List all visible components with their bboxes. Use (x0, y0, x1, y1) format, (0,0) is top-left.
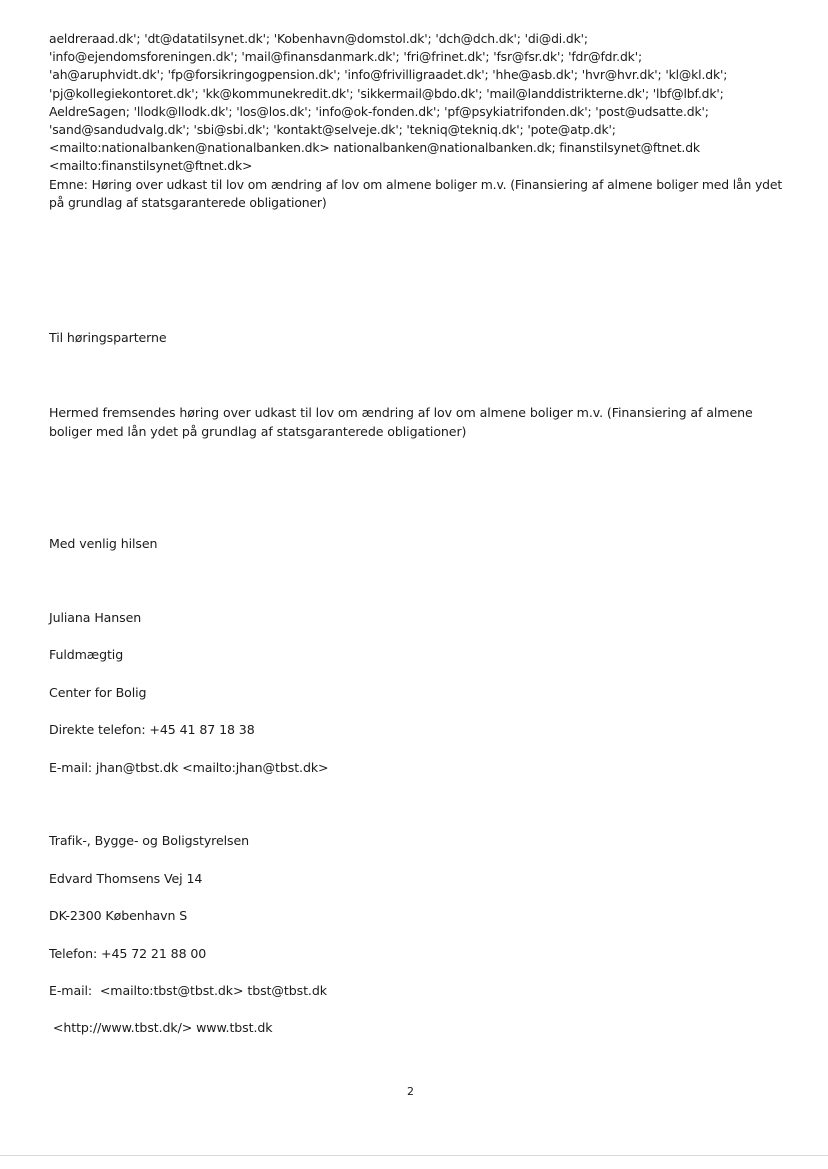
signature-name: Juliana Hansen (49, 610, 142, 625)
signature-title: Fuldmægtig (49, 647, 124, 662)
closing: Med venlig hilsen (49, 536, 158, 551)
recipient-line-6: 'sand@sandudvalg.dk'; 'sbi@sbi.dk'; 'kontakt@selveje.dk'; 'tekniq@tekniq.dk'; 'pote@atp.dk'; (49, 122, 616, 138)
organization-phone: Telefon: +45 72 21 88 00 (49, 946, 207, 961)
recipient-line-5: AeldreSagen; 'llodk@llodk.dk'; 'los@los.dk'; 'info@ok-fonden.dk'; 'pf@psykiatrifonden.dk'; 'post@udsatte.dk'; (49, 103, 709, 119)
salutation: Til høringsparterne (49, 330, 167, 345)
signature-email: E-mail: jhan@tbst.dk <mailto:jhan@tbst.dk> (49, 760, 329, 775)
organization-name: Trafik-, Bygge- og Boligstyrelsen (49, 833, 250, 848)
page-number: 2 (407, 1085, 414, 1098)
organization-street: Edvard Thomsens Vej 14 (49, 871, 203, 886)
recipient-line-3: 'ah@aruphvidt.dk'; 'fp@forsikringogpension.dk'; 'info@frivilligraadet.dk'; 'hhe@asb.dk'; 'hvr@hvr.dk'; 'kl@kl.dk'; (49, 67, 728, 83)
recipient-line-7: <mailto:nationalbanken@nationalbanken.dk> nationalbanken@nationalbanken.dk; finanstilsynet@ftnet.dk (49, 140, 700, 156)
recipient-line-1: aeldreraad.dk'; 'dt@datatilsynet.dk'; 'Kobenhavn@domstol.dk'; 'dch@dch.dk'; 'di@di.dk'; (49, 31, 588, 46)
recipient-line-8: <mailto:finanstilsynet@ftnet.dk> (49, 158, 253, 174)
signature-department: Center for Bolig (49, 685, 147, 700)
message-body: Hermed fremsendes høring over udkast til lov om ændring af lov om almene boliger m.v. (Finansiering af almene boliger med lån ydet på grundlag af statsgaranterede obligationer) (49, 405, 753, 439)
email-subject: Emne: Høring over udkast til lov om ændring af lov om almene boliger m.v. (Finansiering af almene boliger med lån ydet på grundlag af statsgaranterede obligationer) (49, 176, 783, 210)
organization-city: DK-2300 København S (49, 908, 188, 923)
recipient-line-4: 'pj@kollegiekontoret.dk'; 'kk@kommunekredit.dk'; 'sikkermail@bdo.dk'; 'mail@landdistrikterne.dk'; 'lbf@lbf.dk'; (49, 85, 724, 101)
organization-web: <http://www.tbst.dk/> www.tbst.dk (49, 1020, 273, 1035)
bottom-divider (0, 1155, 828, 1156)
signature-phone: Direkte telefon: +45 41 87 18 38 (49, 722, 255, 737)
email-header (49, 30, 789, 212)
recipient-line-2: 'info@ejendomsforeningen.dk'; 'mail@finansdanmark.dk'; 'fri@frinet.dk'; 'fsr@fsr.dk'; 'fdr@fdr.dk'; (49, 49, 642, 65)
organization-email: E-mail: <mailto:tbst@tbst.dk> tbst@tbst.dk (49, 983, 327, 998)
